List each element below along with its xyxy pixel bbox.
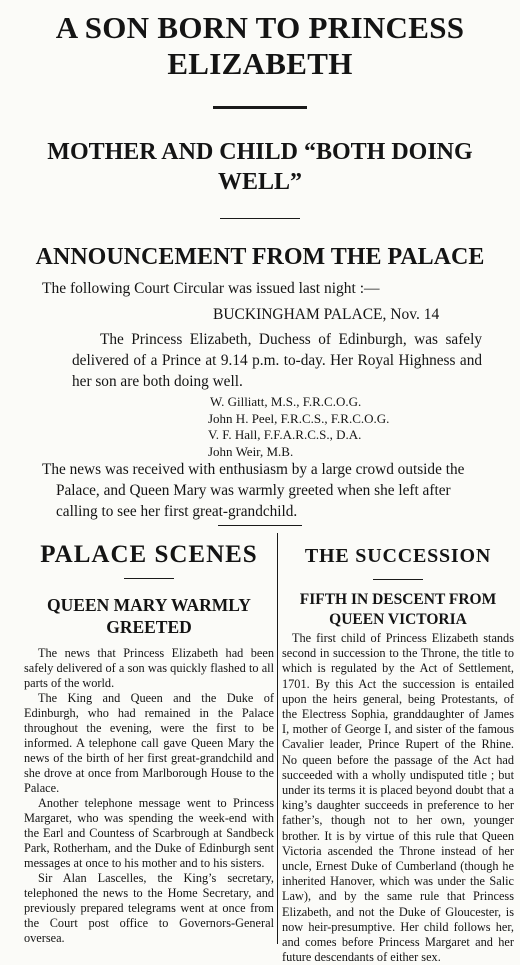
column-body (282, 631, 514, 965)
paragraph: The news that Princess Elizabeth had been safely delivered of a son was quickly flashed to all parts of the world. (24, 646, 274, 690)
news-line: Palace, and Queen Mary was warmly greeted when she left after (56, 482, 451, 499)
paragraph: Another telephone message went to Princess Margaret, who was spending the week-end with the Earl and Countess of Scarbrough at Sandbeck Park, Rotherham, and the Duke of Edinburgh sent messages at once to his mother and to his sisters. (24, 796, 274, 870)
dateline: BUCKINGHAM PALACE, Nov. 14 (213, 306, 440, 323)
news-line: The news was received with enthusiasm by a large crowd outside the (42, 461, 465, 478)
headline-rule (213, 106, 307, 109)
column-title-rule (373, 579, 423, 580)
signatory: John H. Peel, F.R.C.S., F.R.C.O.G. (208, 410, 390, 426)
news-line: calling to see her first great-grandchild. (56, 503, 298, 520)
paragraph: The King and Queen and the Duke of Edinburgh, who had remained in the Palace throughout the evening, were the first to be informed. A telephone call gave Queen Mary the news of the birth of her first great-grandchild and she drove at once from Marlborough House to the Palace. (24, 691, 274, 795)
signatory: John Weir, M.B. (208, 443, 294, 459)
signatories-list (208, 394, 468, 460)
section-heading: ANNOUNCEMENT FROM THE PALACE (35, 244, 485, 270)
column-divider (277, 533, 278, 944)
column-title: PALACE SCENES (40, 541, 258, 568)
headline: A SON BORN TO PRINCESS ELIZABETH (55, 10, 465, 81)
signatory: V. F. Hall, F.F.A.R.C.S., D.A. (208, 427, 362, 442)
section-divider (218, 525, 302, 526)
subhead-rule (220, 218, 300, 219)
column-subtitle: FIFTH IN DESCENT FROM QUEEN VICTORIA (299, 591, 497, 628)
column-body (24, 646, 274, 946)
paragraph: Sir Alan Lascelles, the King’s secretary, telephoned the news to the Home Secretary, and previously prepared telegrams went at once from the Court post office to Governors-General oversea. (24, 871, 274, 945)
subheadline: MOTHER AND CHILD “BOTH DOING WELL” (47, 139, 473, 195)
column-subtitle: QUEEN MARY WARMLY GREETED (47, 595, 251, 637)
column-title-rule (124, 578, 174, 579)
intro-line: The following Court Circular was issued last night :— (42, 280, 380, 297)
paragraph: The first child of Princess Elizabeth stands second in succession to the Throne, the title to which is regulated by the Act of Settlement, 1701. By this Act the succession is entailed upon the heirs general, being Protestants, of the Electress Sophia, granddaughter of James I, mother of George I, and sister of the famous Cavalier leader, Prince Rupert of the Rhine. No queen before the passage of the Act had succeeded with a wholly undisputed title ; but under its terms it is placed beyond doubt that a king’s daughter succeeds in preference to her father’s, though not to her own, younger brother. It is by virtue of this rule that Queen Victoria ascended the Throne instead of her uncle, Ernest Duke of Cumberland (though he inherited Hanover, which was under the Salic Law), and by the same rule that Princess Elizabeth, and not the Duke of Gloucester, is now heir-presumptive. Her child follows her, and comes before Princess Margaret and her future descendants of either sex. (282, 631, 514, 965)
palace-bulletin: The Princess Elizabeth, Duchess of Edinburgh, was safely delivered of a Prince at 9.14 p.m. to-day. Her Royal Highness and her son are both doing well. (72, 331, 482, 390)
signatory: W. Gilliatt, M.S., F.R.C.O.G. (210, 394, 362, 409)
column-title: THE SUCCESSION (304, 545, 492, 567)
news-paragraph (42, 459, 510, 522)
